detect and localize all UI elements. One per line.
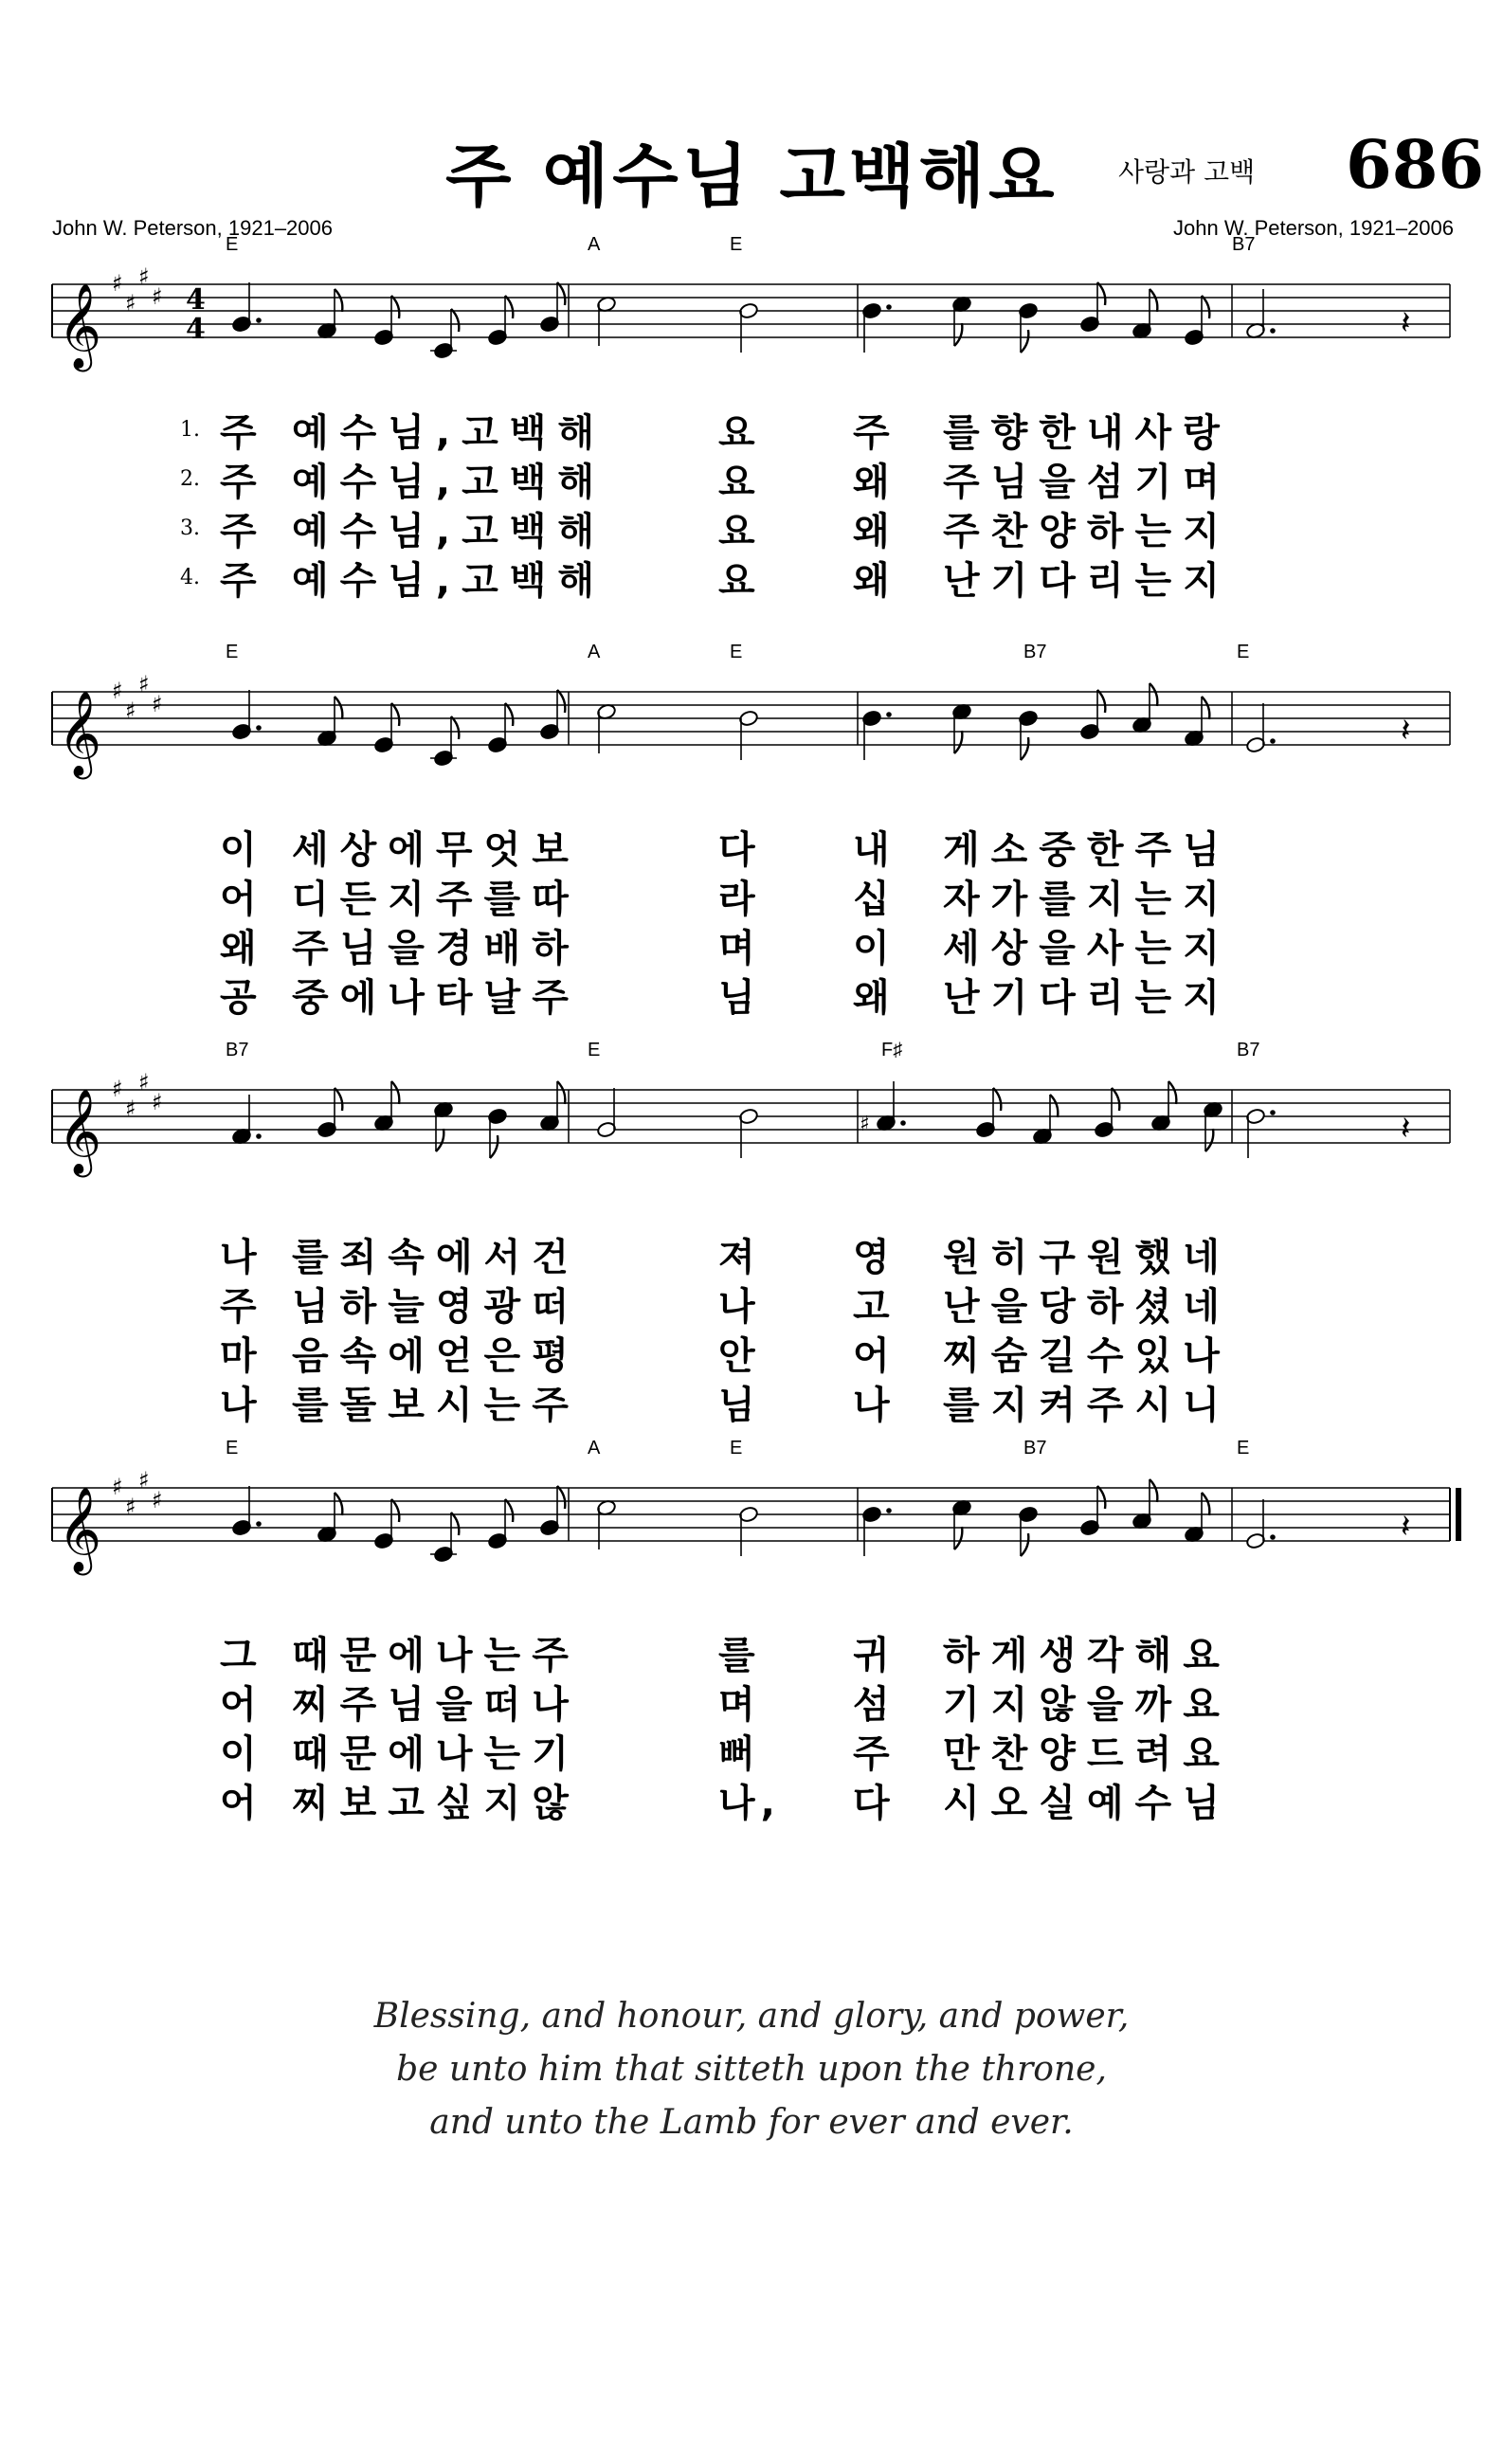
- note: [433, 1101, 453, 1151]
- chord-symbol: A: [588, 1438, 601, 1458]
- chord-symbol: B7: [1023, 1438, 1047, 1458]
- lyric-syllable: 만찬양드려요: [943, 1732, 1231, 1776]
- note: [487, 703, 513, 753]
- note: [317, 1088, 342, 1138]
- lyric-syllable: 원히구원했네: [943, 1236, 1231, 1279]
- note: [1132, 1479, 1157, 1530]
- lyric-syllable: 라: [718, 878, 761, 921]
- lyric-syllable: 십: [853, 878, 896, 921]
- lyric-syllable: 이: [220, 1732, 263, 1776]
- lyric-syllable: 나,: [718, 1782, 781, 1825]
- lyric-line: [0, 869, 1503, 920]
- scripture-line: and unto the Lamb for ever and ever.: [429, 2103, 1074, 2142]
- lyric-syllable: 왜: [853, 461, 896, 504]
- note: [1245, 1108, 1275, 1158]
- lyric-syllable: 주찬양하는지: [943, 510, 1231, 553]
- note: [539, 282, 565, 333]
- lyric-syllable: 왜: [853, 559, 896, 603]
- note: [596, 1499, 616, 1549]
- lyric-syllable: 왜: [853, 976, 896, 1020]
- lyric-syllable: 찌주님을떠나: [292, 1683, 580, 1727]
- note: [596, 703, 616, 753]
- note: [1132, 289, 1157, 339]
- chord-symbol: E: [226, 642, 239, 662]
- verse-number: 4.: [180, 566, 200, 589]
- lyric-syllable: 왜: [853, 510, 896, 553]
- lyric-syllable: 나: [220, 1236, 263, 1279]
- note: [1184, 1493, 1209, 1543]
- treble-clef-icon: 𝄞: [58, 691, 102, 776]
- lyric-syllable: 영: [853, 1236, 896, 1279]
- note: [1018, 710, 1038, 760]
- note: [738, 710, 758, 760]
- note: [1150, 1081, 1176, 1132]
- lyric-syllable: 나: [220, 1384, 263, 1427]
- lyric-syllable: 때문에나는기: [292, 1732, 580, 1776]
- lyric-syllable: 를죄속에서건: [292, 1236, 580, 1279]
- note: [1132, 683, 1157, 734]
- lyric-syllable: 마: [220, 1334, 263, 1378]
- note: [231, 690, 261, 740]
- lyric-syllable: 시오실예수님: [943, 1782, 1231, 1825]
- key-sharp-icon: ♯: [152, 1089, 163, 1115]
- hymn-number: 686: [1346, 125, 1485, 204]
- lyric-syllable: 다: [853, 1782, 896, 1825]
- lyric-syllable: 그: [220, 1634, 263, 1677]
- lyric-syllable: 세상에무엇보: [292, 828, 580, 872]
- lyric-line: [0, 452, 1503, 503]
- key-sharp-icon: ♯: [138, 671, 150, 698]
- quarter-rest-icon: 𝄽: [1401, 304, 1411, 342]
- note: [738, 302, 758, 353]
- note: [373, 1081, 399, 1132]
- treble-clef-icon: 𝄞: [58, 1487, 102, 1572]
- scripture-line: Blessing, and honour, and glory, and power,: [373, 1997, 1130, 2036]
- lyric-line: [0, 1724, 1503, 1775]
- treble-clef-icon: 𝄞: [58, 1089, 102, 1174]
- note: [539, 1486, 565, 1536]
- key-sharp-icon: ♯: [152, 1487, 163, 1513]
- note: [231, 1095, 261, 1145]
- lyric-syllable: 주: [220, 461, 263, 504]
- lyric-syllable: 를: [718, 1634, 761, 1677]
- hymn-title: 주 예수님 고백해요: [445, 136, 1059, 216]
- lyric-syllable: 져: [718, 1236, 761, 1279]
- note: [430, 716, 459, 767]
- lyric-syllable: 난기다리는지: [943, 976, 1231, 1020]
- verse-number: 2.: [180, 467, 200, 491]
- note: [317, 289, 342, 339]
- note: [1094, 1088, 1119, 1138]
- note: [231, 282, 261, 333]
- chord-symbol: A: [588, 234, 601, 255]
- quarter-rest-icon: 𝄽: [1401, 1110, 1411, 1148]
- verse-number: 3.: [180, 516, 200, 540]
- lyric-syllable: 주님을섬기며: [943, 461, 1231, 504]
- lyric-syllable: 귀: [853, 1634, 896, 1677]
- time-signature-bottom: 4: [186, 313, 206, 346]
- note: [1018, 1506, 1038, 1556]
- note: [596, 296, 616, 346]
- key-sharp-icon: ♯: [112, 1076, 123, 1102]
- lyric-syllable: 뻐: [718, 1732, 761, 1776]
- chord-symbol: B7: [226, 1040, 249, 1060]
- staff-system: [0, 1431, 1503, 1602]
- lyric-line: [0, 403, 1503, 454]
- chord-symbol: E: [226, 1438, 239, 1458]
- note: [1245, 289, 1275, 339]
- lyric-line: [0, 820, 1503, 871]
- note: [861, 1506, 891, 1556]
- chord-symbol: A: [588, 642, 601, 662]
- lyric-syllable: 공: [220, 976, 263, 1020]
- lyric-syllable: 안: [718, 1334, 761, 1378]
- time-signature-top: 4: [186, 283, 206, 317]
- note: [373, 1499, 399, 1549]
- chord-symbol: B7: [1023, 642, 1047, 662]
- chord-symbol: E: [226, 234, 239, 255]
- note: [738, 1506, 758, 1556]
- lyric-syllable: 며: [718, 1683, 761, 1727]
- lyric-syllable: 내: [853, 828, 896, 872]
- key-sharp-icon: ♯: [138, 1069, 150, 1096]
- lyric-syllable: 고: [853, 1285, 896, 1329]
- lyric-syllable: 찌숨길수있나: [943, 1334, 1231, 1378]
- note: [487, 296, 513, 346]
- lyric-line: [0, 918, 1503, 969]
- staff-system: [0, 227, 1503, 398]
- note: [487, 1108, 507, 1158]
- lyric-syllable: 기지않을까요: [943, 1683, 1231, 1727]
- note: [1018, 302, 1038, 353]
- key-sharp-icon: ♯: [152, 691, 163, 717]
- chord-symbol: B7: [1232, 234, 1256, 255]
- note: [487, 1499, 513, 1549]
- chord-symbol: E: [1237, 642, 1250, 662]
- lyric-syllable: 어: [853, 1334, 896, 1378]
- scripture-line: be unto him that sitteth upon the throne,: [396, 2050, 1107, 2089]
- lyric-syllable: 때문에나는주: [292, 1634, 580, 1677]
- note: [430, 309, 459, 359]
- note: [1245, 1499, 1275, 1549]
- lyric-syllable: 난을당하셨네: [943, 1285, 1231, 1329]
- lyric-syllable: 게소중한주님: [943, 828, 1231, 872]
- lyric-line: [0, 1675, 1503, 1726]
- lyric-syllable: 어: [220, 1683, 263, 1727]
- lyric-line: [0, 1773, 1503, 1824]
- quarter-rest-icon: 𝄽: [1401, 712, 1411, 750]
- lyric-syllable: 예수님,고백해: [292, 510, 607, 553]
- lyric-syllable: 님하늘영광떠: [292, 1285, 580, 1329]
- lyric-syllable: 예수님,고백해: [292, 411, 607, 455]
- chord-symbol: E: [588, 1040, 601, 1060]
- lyric-syllable: 주님을경배하: [292, 927, 580, 970]
- note: [1079, 1486, 1105, 1536]
- lyric-syllable: 다: [718, 828, 761, 872]
- key-sharp-icon: ♯: [138, 263, 150, 290]
- lyric-syllable: 세상을사는지: [943, 927, 1231, 970]
- lyric-syllable: 찌보고싶지않: [292, 1782, 580, 1825]
- note: [738, 1108, 758, 1158]
- note: [231, 1486, 261, 1536]
- chord-symbol: E: [730, 642, 743, 662]
- lyric-syllable: 를돌보시는주: [292, 1384, 580, 1427]
- lyric-line: [0, 1277, 1503, 1328]
- lyric-syllable: 를향한내사랑: [943, 411, 1231, 455]
- lyric-syllable: 난기다리는지: [943, 559, 1231, 603]
- lyric-syllable: 주: [220, 559, 263, 603]
- lyric-syllable: 주: [220, 510, 263, 553]
- svg-text:♯: ♯: [860, 1113, 870, 1136]
- lyric-line: [0, 551, 1503, 602]
- lyric-line: [0, 1227, 1503, 1278]
- key-sharp-icon: ♯: [138, 1467, 150, 1494]
- chord-symbol: E: [730, 1438, 743, 1458]
- lyric-syllable: 어: [220, 1782, 263, 1825]
- lyric-syllable: 주: [220, 1285, 263, 1329]
- note: [1079, 690, 1105, 740]
- note: [539, 1081, 565, 1132]
- note: [1203, 1101, 1222, 1151]
- note: [975, 1088, 1001, 1138]
- lyric-syllable: 나: [718, 1285, 761, 1329]
- lyric-syllable: 나: [853, 1384, 896, 1427]
- lyric-syllable: 를지켜주시니: [943, 1384, 1231, 1427]
- quarter-rest-icon: 𝄽: [1401, 1508, 1411, 1546]
- chord-symbol: B7: [1237, 1040, 1260, 1060]
- lyric-syllable: 주: [220, 411, 263, 455]
- lyric-line: [0, 1375, 1503, 1426]
- note: [373, 296, 399, 346]
- lyric-syllable: 하게생각해요: [943, 1634, 1231, 1677]
- lyric-syllable: 자가를지는지: [943, 878, 1231, 921]
- staff-system: [0, 1033, 1503, 1204]
- lyric-syllable: 왜: [220, 927, 263, 970]
- key-sharp-icon: ♯: [112, 1474, 123, 1500]
- note: [1184, 697, 1209, 747]
- lyric-syllable: 음속에얻은평: [292, 1334, 580, 1378]
- music-credit: John W. Peterson, 1921–2006: [1173, 216, 1454, 240]
- lyric-syllable: 어: [220, 878, 263, 921]
- lyric-line: [0, 501, 1503, 553]
- note: [373, 703, 399, 753]
- note: [317, 697, 342, 747]
- lyric-syllable: 디든지주를따: [292, 878, 580, 921]
- lyric-syllable: 이: [220, 828, 263, 872]
- lyric-syllable: 예수님,고백해: [292, 461, 607, 504]
- chord-symbol: E: [730, 234, 743, 255]
- staff-system: [0, 635, 1503, 806]
- note: [596, 1088, 616, 1138]
- note: [430, 1513, 459, 1563]
- key-sharp-icon: ♯: [125, 1494, 136, 1520]
- note: [1079, 282, 1105, 333]
- key-sharp-icon: ♯: [112, 270, 123, 297]
- lyric-syllable: 예수님,고백해: [292, 559, 607, 603]
- key-sharp-icon: ♯: [125, 1096, 136, 1122]
- lyric-syllable: 요: [718, 559, 761, 603]
- lyric-syllable: 주: [853, 411, 896, 455]
- lyric-syllable: 주: [853, 1732, 896, 1776]
- note: [317, 1493, 342, 1543]
- lyric-syllable: 요: [718, 510, 761, 553]
- note: [951, 296, 971, 346]
- treble-clef-icon: 𝄞: [58, 283, 102, 369]
- note: [1032, 1095, 1058, 1145]
- words-credit: John W. Peterson, 1921–2006: [52, 216, 333, 240]
- scripture-verse: [0, 1990, 1503, 2149]
- lyric-line: [0, 968, 1503, 1019]
- lyric-syllable: 섬: [853, 1683, 896, 1727]
- lyric-line: [0, 1625, 1503, 1676]
- note: [861, 710, 891, 760]
- note: [539, 690, 565, 740]
- lyric-syllable: 님: [718, 976, 761, 1020]
- note: [1184, 296, 1209, 346]
- note: [951, 1499, 971, 1549]
- chord-symbol: F♯: [881, 1040, 903, 1060]
- key-sharp-icon: ♯: [112, 678, 123, 704]
- hymn-category: 사랑과 고백: [1118, 156, 1256, 188]
- lyric-line: [0, 1326, 1503, 1377]
- verse-number: 1.: [180, 418, 200, 442]
- lyric-syllable: 중에나타날주: [292, 976, 580, 1020]
- key-sharp-icon: ♯: [125, 290, 136, 317]
- lyric-syllable: 이: [853, 927, 896, 970]
- key-sharp-icon: ♯: [125, 698, 136, 724]
- final-barline: [1456, 1488, 1461, 1541]
- note: [1245, 703, 1275, 753]
- lyric-syllable: 며: [718, 927, 761, 970]
- lyric-syllable: 님: [718, 1384, 761, 1427]
- note: [951, 703, 971, 753]
- note: [861, 302, 891, 353]
- key-sharp-icon: ♯: [152, 283, 163, 310]
- lyric-syllable: 요: [718, 411, 761, 455]
- chord-symbol: E: [1237, 1438, 1250, 1458]
- lyric-syllable: 요: [718, 461, 761, 504]
